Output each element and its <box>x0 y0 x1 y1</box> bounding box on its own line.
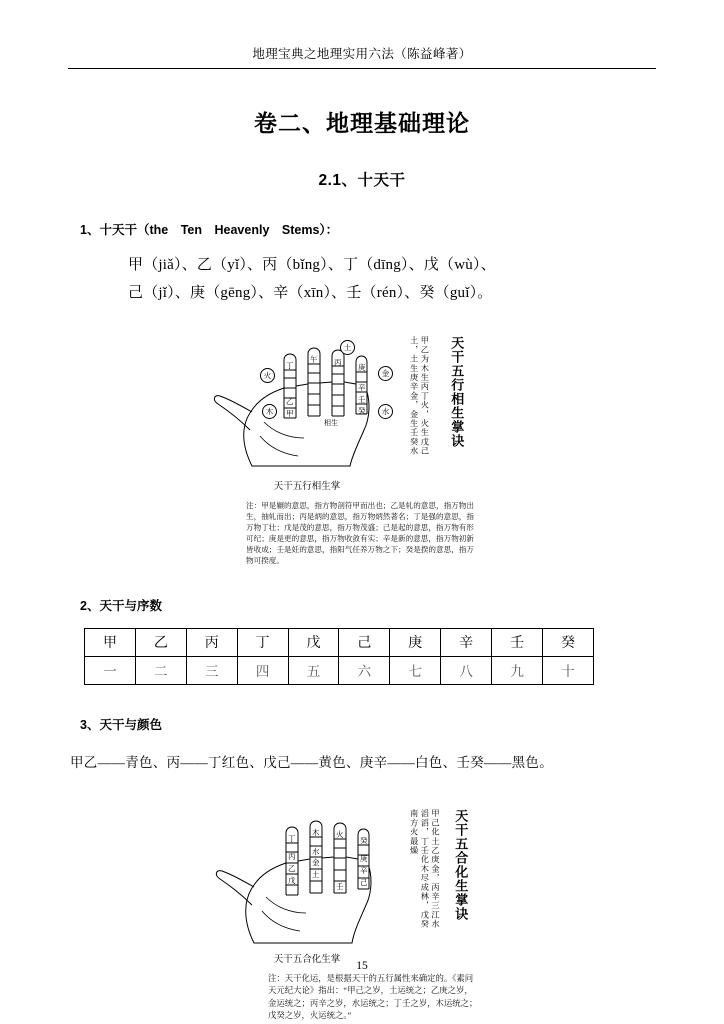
table-cell-stem: 戊 <box>288 628 339 656</box>
figure-1-caption: 天干五行相生掌 <box>273 480 341 492</box>
palm-label-xiangsheng: 相生 <box>324 419 338 427</box>
item-2-heading: 2、天干与序数 <box>80 598 162 613</box>
circle-label-huo: 火 <box>260 368 275 383</box>
table-cell-number: 三 <box>186 656 237 684</box>
table-cell-stem: 壬 <box>492 628 543 656</box>
palm-label-bing: 丙 <box>334 357 342 367</box>
palm2-label-geng: 庚 <box>360 853 368 863</box>
table-cell-stem: 庚 <box>390 628 441 656</box>
palm2-label-shui: 水 <box>312 846 320 856</box>
figure-1-inner <box>212 326 512 566</box>
table-cell-number: 八 <box>441 656 492 684</box>
running-title: 地理宝典之地理实用六法（陈益峰著） <box>252 47 472 61</box>
table-cell-number: 五 <box>288 656 339 684</box>
figure-2-vertical-title: 天干五合化生掌诀 <box>453 808 469 921</box>
palm2-label-huo: 火 <box>336 829 344 839</box>
palm2-label-xin: 辛 <box>360 865 368 875</box>
table-cell-stem: 癸 <box>543 628 594 656</box>
table-cell-number: 六 <box>339 656 390 684</box>
figure-2-vertical-note: 甲己化土乙庚金，丙辛三江水滔滔，丁壬化木尽成林，戊癸南方火最燥 <box>409 808 440 929</box>
palm-label-gui: 癸 <box>358 405 366 415</box>
figure-2-inner <box>212 793 512 1023</box>
stems-line-2: 己（jǐ）、庚（gēng）、辛（xīn）、壬（rén）、癸（guǐ）。 <box>128 284 493 301</box>
table-cell-stem: 甲 <box>85 628 136 656</box>
stem-colors-text: 甲乙——青色、丙——丁红色、戊己——黄色、庚辛——白色、壬癸——黑色。 <box>70 754 553 770</box>
palm-label-jia: 甲 <box>286 408 294 418</box>
circle-label-jin: 金 <box>378 366 393 381</box>
figure-1-art <box>212 326 512 476</box>
palm-label-ding: 丁 <box>286 360 294 370</box>
page-header <box>68 0 656 69</box>
palm2-label-bing: 丙 <box>288 851 296 861</box>
palm2-label-ren: 壬 <box>336 881 344 891</box>
palm2-label-jin: 金 <box>312 857 320 867</box>
figure-1 <box>68 326 656 566</box>
palm2-label-wu: 戊 <box>288 875 296 885</box>
page-footer <box>0 960 724 972</box>
palm2-label-gui: 癸 <box>360 835 368 845</box>
section-title: 2.1、十天干 <box>318 172 406 189</box>
stems-line-1: 甲（jiǎ）、乙（yǐ）、丙（bǐng）、丁（dīng）、戊（wù）、 <box>128 257 496 273</box>
table-row-numbers <box>85 656 594 684</box>
figure-1-note: 注：甲是辗的意思，指方物剖符甲而出也；乙是轧的意思，指万物出生，抽轧而出；丙是炳的意思，指万物炳然著名；丁是强的意思，指万物丁壮；戊是茂的意思，指万物茂盛；己是起的意思，指万物有形可纪；庚是更的意思，指万物收敛有实；辛是新的意思，指万物初新皆收成；壬是妊的意思，指阳气任养万物之下；癸是揆的意思，指万物可揆度。 <box>246 500 474 565</box>
table-cell-number: 七 <box>390 656 441 684</box>
figure-2 <box>68 793 656 1023</box>
circle-label-shui: 水 <box>378 404 393 419</box>
page-title: 卷二、地理基础理论 <box>254 110 470 136</box>
palm2-label-ji: 己 <box>360 877 368 887</box>
page-number: 15 <box>356 960 368 972</box>
figure-1-vertical-title: 天干五行相生掌诀 <box>449 335 465 448</box>
palm-label-ren: 壬 <box>358 394 366 404</box>
item-3-heading: 3、天干与颜色 <box>80 717 162 732</box>
circle-label-tu: 土 <box>340 340 355 355</box>
table-cell-number: 四 <box>237 656 288 684</box>
table-cell-number: 二 <box>135 656 186 684</box>
table-cell-stem: 乙 <box>135 628 186 656</box>
table-cell-number: 十 <box>543 656 594 684</box>
ten-stems-text <box>128 252 656 308</box>
circle-label-mu: 木 <box>262 404 277 419</box>
palm2-label-mu: 木 <box>312 827 320 837</box>
palm-diagram-1 <box>212 326 512 476</box>
palm-label-wu: 午 <box>310 354 318 364</box>
header-rule <box>68 68 656 69</box>
table-cell-stem: 辛 <box>441 628 492 656</box>
palm-label-geng: 庚 <box>358 362 366 372</box>
figure-1-vertical-note: 甲乙为木生丙丁火，火生戊己土，土生庚辛金，金生壬癸水 <box>409 335 430 456</box>
stem-number-table-wrap <box>70 628 656 685</box>
item-1-heading: 1、十天干（the Ten Heavenly Stems）： <box>80 223 339 237</box>
table-row-stems <box>85 628 594 656</box>
table-cell-number: 九 <box>492 656 543 684</box>
palm-label-yi: 乙 <box>286 396 294 406</box>
figure-2-note: 注：天干化运，是根据天干的五行属性来确定的。《素问天元纪大论》指出：“甲己之岁，土运统之；乙庚之岁，金运统之；丙辛之岁，水运统之；丁壬之岁，木运统之；戊癸之岁，火运统之。” <box>268 973 478 1021</box>
palm2-label-ding: 丁 <box>288 833 296 843</box>
figure-2-caption: 天干五合化生掌 <box>273 953 341 965</box>
table-cell-number: 一 <box>85 656 136 684</box>
palm2-label-yi: 乙 <box>288 863 296 873</box>
table-cell-stem: 己 <box>339 628 390 656</box>
table-cell-stem: 丙 <box>186 628 237 656</box>
figure-2-art <box>212 793 512 953</box>
table-cell-stem: 丁 <box>237 628 288 656</box>
palm-label-xin: 辛 <box>358 382 366 392</box>
palm2-label-tu: 土 <box>312 869 320 879</box>
stem-number-table <box>84 628 594 685</box>
